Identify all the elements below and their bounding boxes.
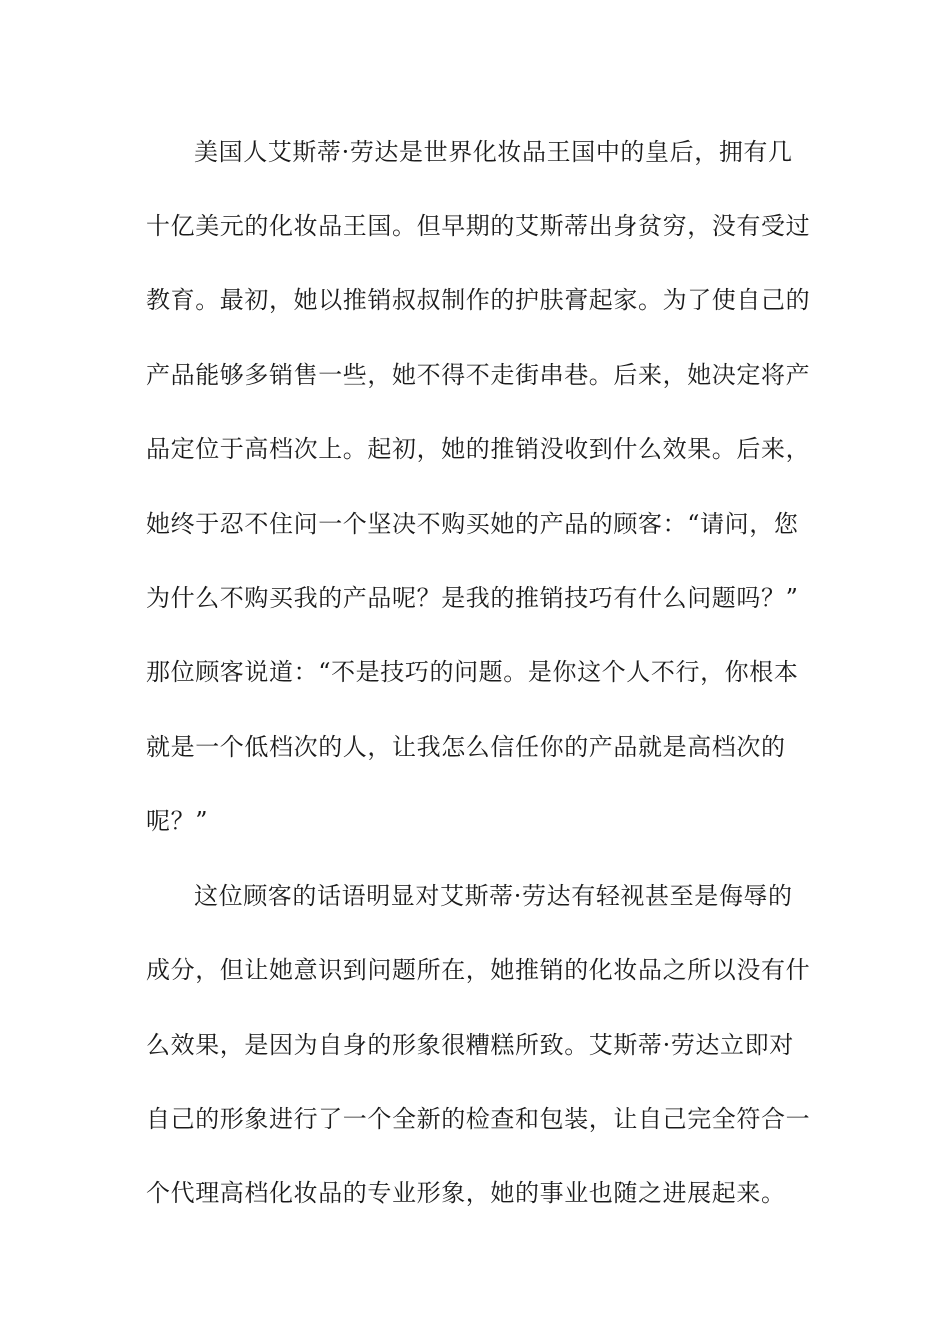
paragraph-1-line-3: 教育。最初，她以推销叔叔制作的护肤膏起家。为了使自己的: [146, 286, 811, 314]
paragraph-1-line-2: 十亿美元的化妆品王国。但早期的艾斯蒂出身贫穷，没有受过: [146, 212, 811, 240]
paragraph-2-line-1: 这位顾客的话语明显对艾斯蒂·劳达有轻视甚至是侮辱的: [194, 882, 793, 910]
paragraph-2-line-3: 么效果，是因为自身的形象很糟糕所致。艾斯蒂·劳达立即对: [146, 1031, 794, 1059]
paragraph-1-line-1: 美国人艾斯蒂·劳达是世界化妆品王国中的皇后，拥有几: [194, 138, 793, 166]
paragraph-1-line-7: 为什么不购买我的产品呢？是我的推销技巧有什么问题吗？”: [146, 584, 799, 612]
paragraph-2-line-4: 自己的形象进行了一个全新的检查和包装，让自己完全符合一: [146, 1105, 811, 1133]
paragraph-1-line-5: 品定位于高档次上。起初，她的推销没收到什么效果。后来，: [146, 435, 811, 463]
paragraph-1-line-10: 呢？”: [146, 807, 209, 835]
paragraph-1-line-9: 就是一个低档次的人，让我怎么信任你的产品就是高档次的: [146, 733, 786, 761]
paragraph-2-line-5: 个代理高档化妆品的专业形象，她的事业也随之进展起来。: [146, 1179, 786, 1207]
paragraph-2-line-2: 成分，但让她意识到问题所在，她推销的化妆品之所以没有什: [146, 956, 811, 984]
paragraph-1-line-6: 她终于忍不住问一个坚决不购买她的产品的顾客：“请问，您: [146, 510, 799, 538]
paragraph-1-line-4: 产品能够多销售一些，她不得不走街串巷。后来，她决定将产: [146, 361, 811, 389]
paragraph-1-line-8: 那位顾客说道：“不是技巧的问题。是你这个人不行，你根本: [146, 658, 799, 686]
